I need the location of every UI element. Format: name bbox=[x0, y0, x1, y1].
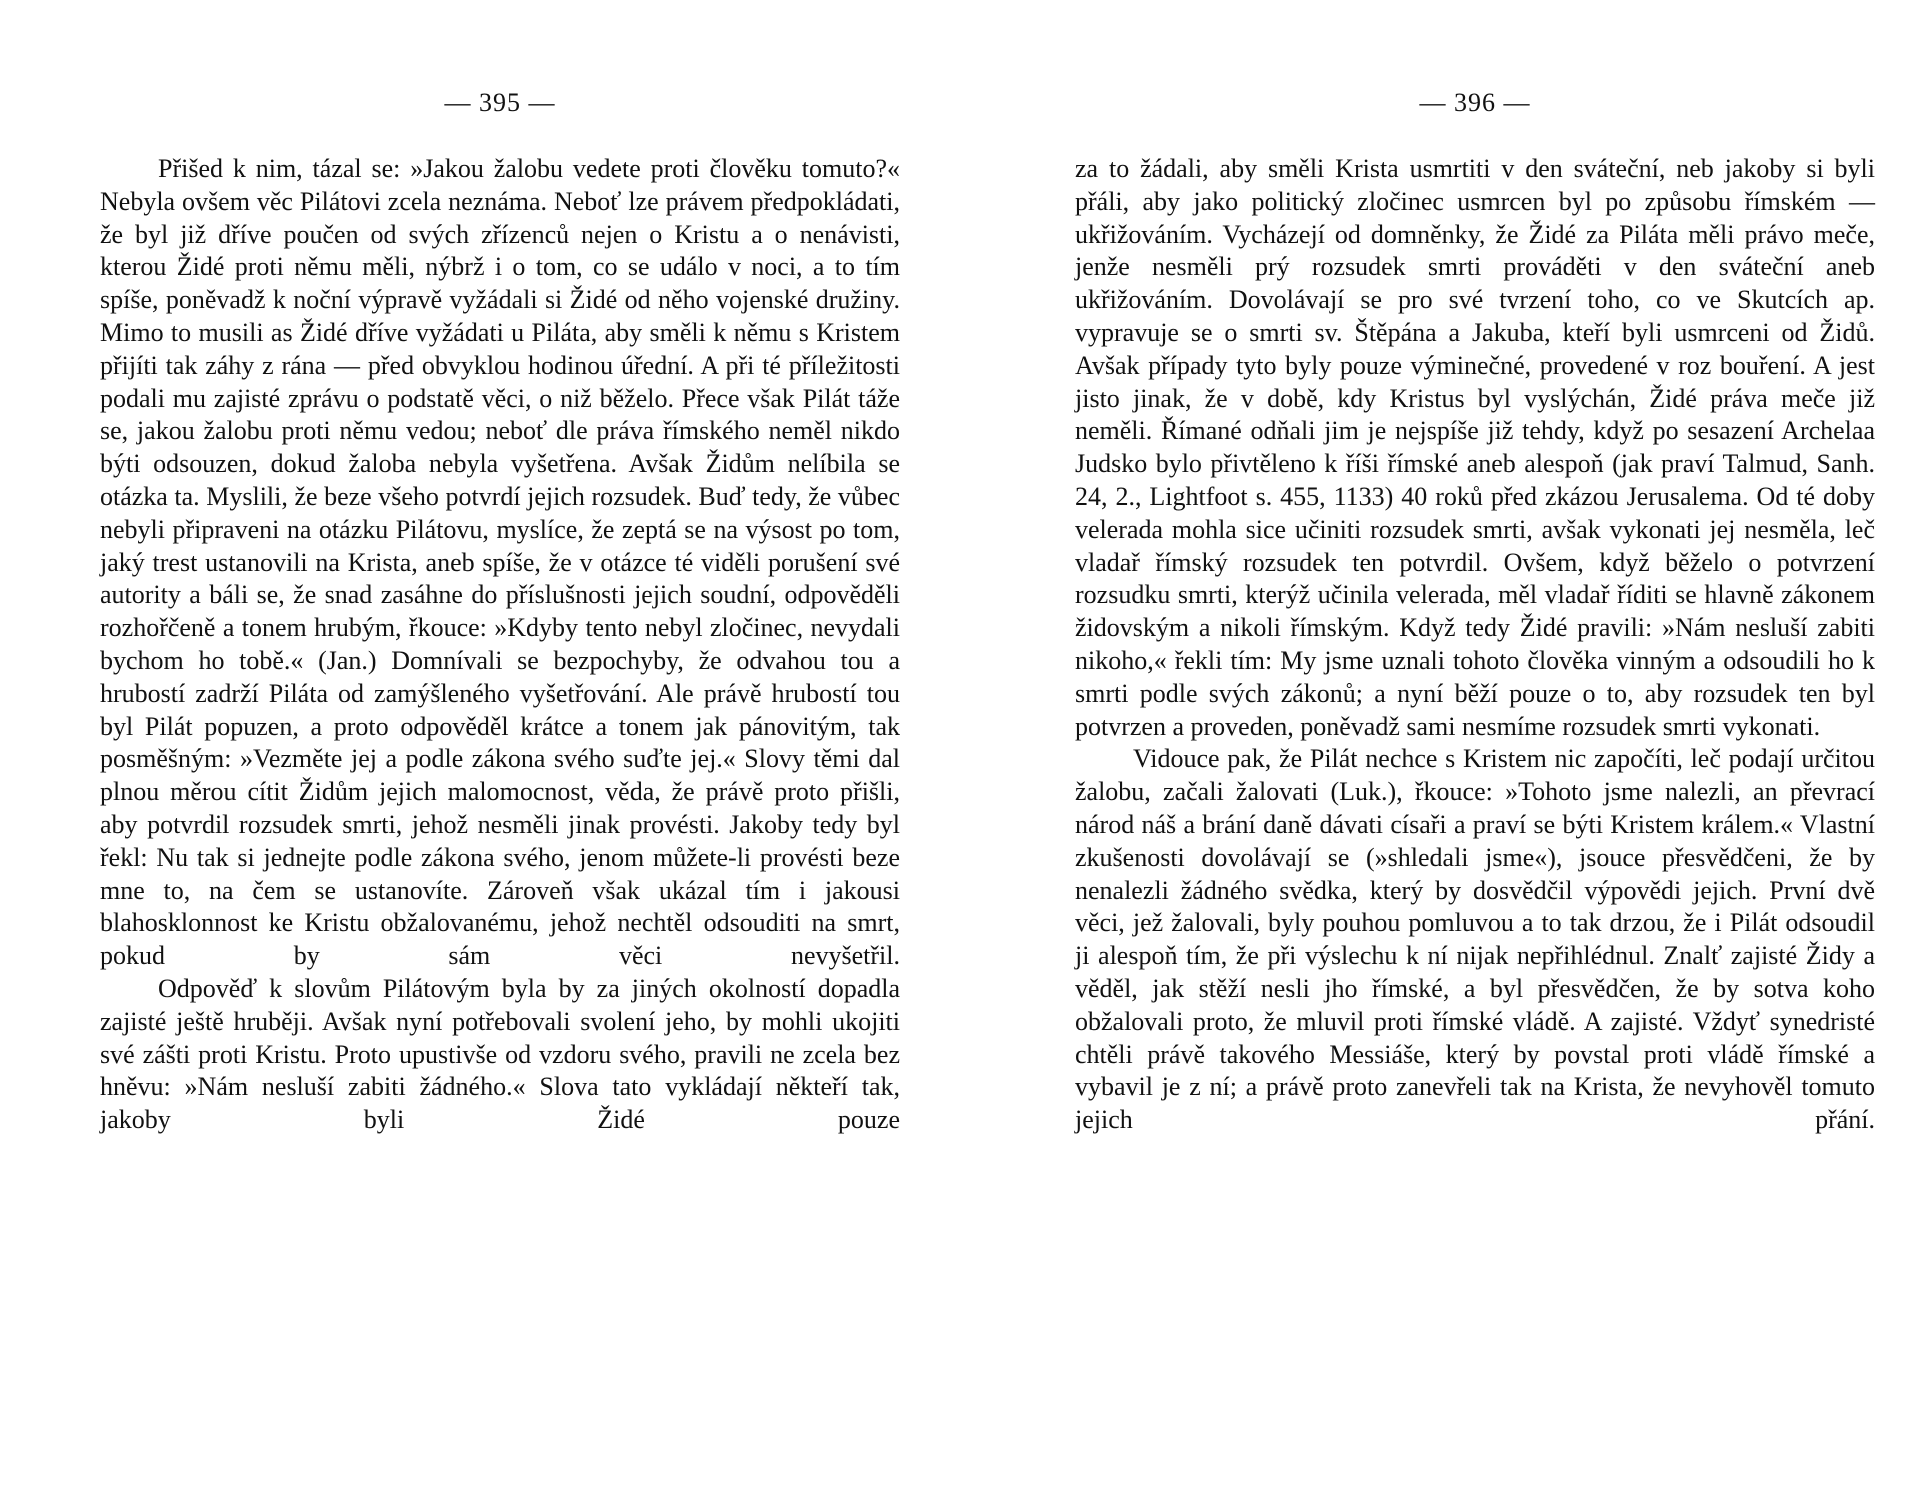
right-page-number: — 396 — bbox=[1419, 88, 1531, 117]
left-paragraph-1: Přišed k nim, tázal se: »Jakou žalobu vedete proti člověku tomuto?« Nebyla ovšem věc Pilátovi zcela neznáma. Neboť lze právem předpokládati, že byl již dříve poučen od svých zřízenců nejen o Kristu a o nenávisti, kterou Židé proti němu měli, nýbrž i o tom, co se událo v noci, a to tím spíše, poněvadž k noční výpravě vyžádali si Židé od něho vojenské družiny. Mimo to musili as Židé dříve vyžádati u Piláta, aby směli k němu s Kristem přijíti tak záhy z rána — před obvyklou hodinou úřední. A při té příležitosti podali mu zajisté zprávu o podstatě věci, o niž běželo. Přece však Pilát táže se, jakou žalobu proti němu vedou; neboť dle práva římského neměl nikdo býti odsouzen, dokud žaloba nebyla vyšetřena. Avšak Židům nelíbila se otázka ta. Myslili, že beze všeho potvrdí jejich rozsudek. Buď tedy, že vůbec nebyli připraveni na otázku Pilátovu, myslíce, že zeptá se na výsost po tom, jaký trest ustanovili na Krista, aneb spíše, že v otázce té viděli porušení své autority a báli se, že snad zasáhne do příslušnosti jejich soudní, odpověděli rozhořčeně a tonem hrubým, řkouce: »Kdyby tento nebyl zločinec, nevydali bychom ho tobě.« (Jan.) Domnívali se bezpochyby, že odvahou tou a hrubostí zadrží Piláta od zamýšleného vyšetřování. Ale právě hrubostí tou byl Pilát popuzen, a proto odpověděl krátce a tonem jak pánovitým, tak posměšným: »Vezměte jej a podle zákona svého suďte jej.« Slovy těmi dal plnou měrou cítit Židům jejich malomocnost, věda, že právě proto přišli, aby potvrdil rozsudek smrti, jehož nesměli jinak provésti. Jakoby tedy byl řekl: Nu tak si jednejte podle zákona svého, jenom můžete-li provésti beze mne to, na čem se ustanovíte. Zároveň však ukázal tím i jakousi blahosklonnost ke Kristu obžalovanému, jehož nechtěl odsouditi na smrt, pokud by sám věci nevyšetřil. bbox=[100, 154, 900, 971]
right-page-text bbox=[1075, 153, 1875, 1137]
right-paragraph-1: za to žádali, aby směli Krista usmrtiti v den sváteční, neb jakoby si byli přáli, aby jako politický zločinec usmrcen byl po způsobu římském — ukřižováním. Vycházejí od domněnky, že Židé za Piláta měli právo meče, jenže nesměli prý rozsudek smrti prováděti v den sváteční aneb ukřižováním. Dovolávají se pro své tvrzení toho, co ve Skutcích ap. vypravuje se o smrti sv. Štěpána a Jakuba, kteří byli usmrceni od Židů. Avšak případy tyto byly pouze výminečné, provedené v roz bouření. A jest jisto jinak, že v době, kdy Kristus byl vyslýchán, Židé práva meče již neměli. Římané odňali jim je nejspíše již tehdy, když po sesazení Archelaa Judsko bylo přivtěleno k říši římské aneb alespoň (jak praví Talmud, Sanh. 24, 2., Lightfoot s. 455, 1133) 40 roků před zkázou Jerusalema. Od té doby velerada mohla sice učiniti rozsudek smrti, avšak vykonati jej nesměla, leč vladař římský rozsudek ten potvrdil. Ovšem, když běželo o potvrzení rozsudku smrti, kterýž učinila velerada, měl vladař říditi se hlavně zákonem židovským a nikoli římským. Když tedy Židé pravili: »Nám nesluší zabiti nikoho,« řekli tím: My jsme uznali tohoto člověka vinným a odsoudili ho k smrti podle svých zákonů; a nyní běží pouze o to, aby rozsudek ten byl potvrzen a proveden, poněvadž sami nesmíme rozsudek smrti vykonati. bbox=[1075, 154, 1875, 741]
right-page bbox=[1075, 0, 1875, 1500]
left-page-text bbox=[100, 153, 900, 1137]
left-page bbox=[100, 0, 900, 1500]
left-paragraph-2: Odpověď k slovům Pilátovým byla by za jiných okolností dopadla zajisté ještě hruběji. Avšak nyní potřebovali svolení jeho, by mohli ukojiti své zášti proti Kristu. Proto upustivše od vzdoru svého, pravili ne zcela bez hněvu: »Nám nesluší zabiti žádného.« Slova tato vykládají někteří tak, jakoby byli Židé pouze bbox=[100, 973, 900, 1135]
right-paragraph-2: Vidouce pak, že Pilát nechce s Kristem nic započíti, leč podají určitou žalobu, začali žalovati (Luk.), řkouce: »Tohoto jsme nalezli, an převrací národ náš a brání daně dávati císaři a praví se býti Kristem králem.« Vlastní zkušenosti dovolávají se (»shledali jsme«), jsouce přesvědčeni, že by nenalezli žádného svědka, který by dosvědčil výpovědi jejich. První dvě věci, jež žalovali, byly pouhou pomluvou a to tak drzou, že i Pilát odsoudil ji alespoň tím, že při výslechu k ní nijak nepřihlédnul. Znalť zajisté Židy a věděl, jak stěží nesli jho římské, a byl přesvědčen, že by sotva koho obžalovali proto, že mluvil proti římské vládě. A zajisté. Vždyť synedristé chtěli právě takového Messiáše, který by povstal proti vládě římské a vybavil je z ní; a právě proto zanevřeli tak na Krista, že nevyhověl tomuto jejich přání. bbox=[1075, 744, 1875, 1135]
left-page-number: — 395 — bbox=[444, 88, 556, 117]
